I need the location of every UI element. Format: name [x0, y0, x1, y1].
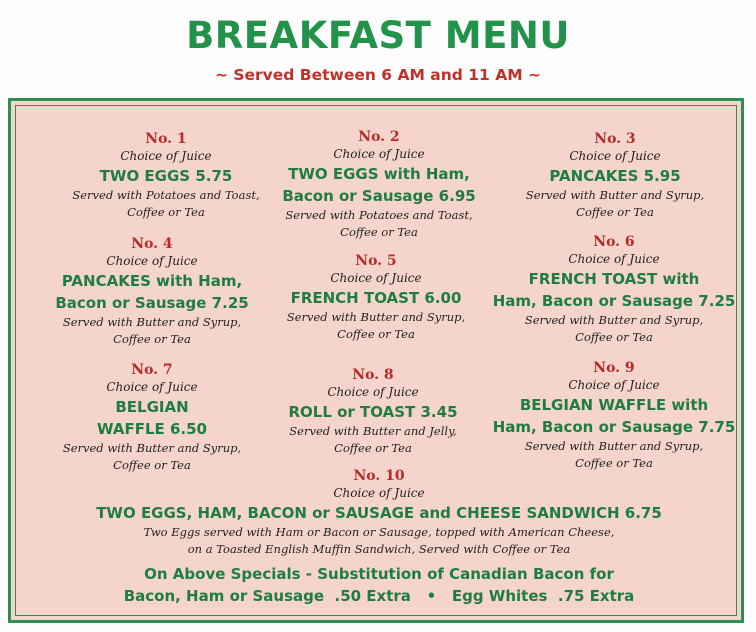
- item-desc: Served with Potatoes and Toast,: [285, 208, 473, 222]
- item-desc: Coffee or Tea: [575, 456, 653, 470]
- item-desc: Served with Butter and Syrup,: [524, 439, 704, 453]
- item-number: No. 8: [352, 367, 394, 383]
- item-desc: Coffee or Tea: [334, 441, 412, 455]
- item-dish: BELGIAN WAFFLE with: [519, 396, 709, 414]
- menu-item-4: [27, 235, 277, 348]
- specials-note-line-2: Bacon, Ham or Sausage .50 Extra • Egg Whites .75 Extra: [123, 587, 635, 605]
- item-dish: Ham, Bacon or Sausage 7.75: [492, 418, 736, 436]
- item-number: No. 1: [145, 131, 187, 147]
- item-dish: PANCAKES 5.95: [549, 167, 681, 185]
- item-desc: Coffee or Tea: [576, 205, 654, 219]
- item-juice: Choice of Juice: [569, 149, 661, 163]
- item-juice: Choice of Juice: [330, 271, 422, 285]
- item-dish: WAFFLE 6.50: [96, 420, 207, 438]
- menu-item-2: [254, 128, 504, 241]
- item-number: No. 10: [353, 468, 405, 484]
- item-desc: Coffee or Tea: [575, 330, 653, 344]
- item-dish: TWO EGGS 5.75: [99, 167, 233, 185]
- specials-note-line-1: On Above Specials - Substitution of Canadian Bacon for: [144, 565, 614, 583]
- item-dish: FRENCH TOAST 6.00: [290, 289, 462, 307]
- item-juice: Choice of Juice: [106, 254, 198, 268]
- item-number: No. 3: [594, 131, 636, 147]
- item-desc: Served with Butter and Syrup,: [286, 310, 466, 324]
- item-juice: Choice of Juice: [333, 486, 425, 500]
- item-desc: Served with Butter and Syrup,: [525, 188, 705, 202]
- menu-item-5: [251, 252, 501, 343]
- item-desc: Served with Butter and Syrup,: [62, 315, 242, 329]
- menu-item-6: [489, 233, 739, 346]
- item-dish: TWO EGGS with Ham,: [288, 165, 470, 183]
- menu-item-9: [489, 359, 739, 472]
- item-number: No. 6: [593, 234, 635, 250]
- item-number: No. 7: [131, 362, 173, 378]
- menu-board: [8, 98, 744, 623]
- menu-item-3: [490, 130, 740, 221]
- item-number: No. 9: [593, 360, 635, 376]
- item-number: No. 4: [131, 236, 173, 252]
- item-juice: Choice of Juice: [568, 378, 660, 392]
- item-desc: Coffee or Tea: [337, 327, 415, 341]
- item-dish: Bacon or Sausage 7.25: [55, 294, 249, 312]
- menu-item-10: [29, 467, 729, 558]
- item-number: No. 2: [358, 129, 400, 145]
- menu-item-8: [248, 366, 498, 457]
- item-juice: Choice of Juice: [106, 380, 198, 394]
- item-juice: Choice of Juice: [568, 252, 660, 266]
- item-desc: Two Eggs served with Ham or Bacon or Sausage, topped with American Cheese,: [143, 525, 615, 539]
- item-number: No. 5: [355, 253, 397, 269]
- item-dish: ROLL or TOAST 3.45: [288, 403, 458, 421]
- item-dish: TWO EGGS, HAM, BACON or SAUSAGE and CHEESE SANDWICH 6.75: [96, 504, 662, 522]
- item-desc: Coffee or Tea: [113, 458, 191, 472]
- item-desc: Served with Butter and Syrup,: [62, 441, 242, 455]
- page-title: BREAKFAST MENU: [186, 14, 570, 57]
- item-dish: Ham, Bacon or Sausage 7.25: [492, 292, 736, 310]
- item-desc: Served with Potatoes and Toast,: [72, 188, 260, 202]
- item-desc: Coffee or Tea: [113, 332, 191, 346]
- item-dish: FRENCH TOAST with: [528, 270, 700, 288]
- item-desc: Coffee or Tea: [127, 205, 205, 219]
- item-dish: PANCAKES with Ham,: [61, 272, 243, 290]
- item-desc: Coffee or Tea: [340, 225, 418, 239]
- item-desc: on a Toasted English Muffin Sandwich, Served with Coffee or Tea: [187, 542, 571, 556]
- item-juice: Choice of Juice: [333, 147, 425, 161]
- item-juice: Choice of Juice: [120, 149, 212, 163]
- page-subtitle: ~ Served Between 6 AM and 11 AM ~: [214, 66, 542, 84]
- menu-item-7: [27, 361, 277, 474]
- item-dish: Bacon or Sausage 6.95: [282, 187, 476, 205]
- item-dish: BELGIAN: [115, 398, 189, 416]
- item-juice: Choice of Juice: [327, 385, 419, 399]
- item-desc: Served with Butter and Jelly,: [289, 424, 457, 438]
- item-desc: Served with Butter and Syrup,: [524, 313, 704, 327]
